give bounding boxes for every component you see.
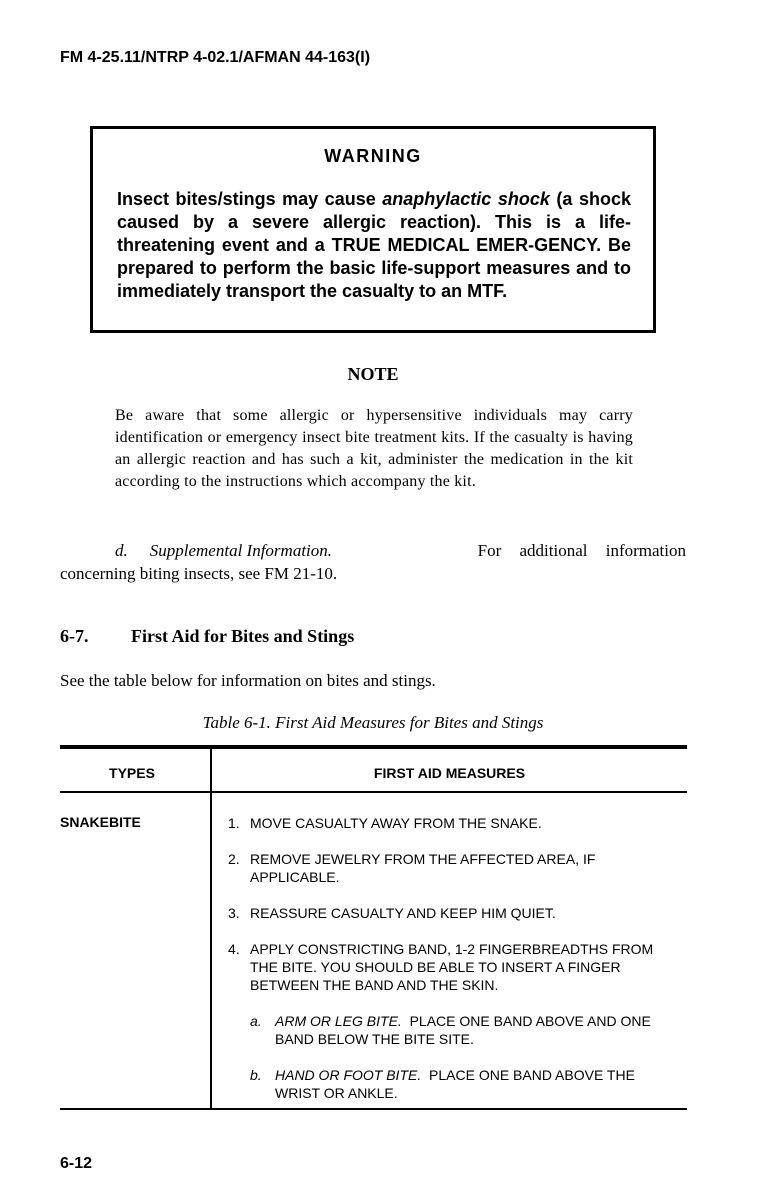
table-column-divider bbox=[210, 749, 212, 1109]
section-heading bbox=[60, 626, 354, 647]
step-text: REASSURE CASUALTY AND KEEP HIM QUIET. bbox=[250, 905, 556, 921]
running-header: FM 4-25.11/NTRP 4-02.1/AFMAN 44-163(I) bbox=[60, 49, 371, 66]
supplemental-line2: concerning biting insects, see FM 21-10. bbox=[60, 564, 338, 583]
supplemental-heading: Supplemental Information. bbox=[149, 541, 333, 560]
step-text: REMOVE JEWELRY FROM THE AFFECTED AREA, IF APPLICABLE. bbox=[250, 851, 596, 885]
supplemental-letter: d. bbox=[115, 541, 128, 560]
measure-step bbox=[228, 850, 678, 886]
substep-letter: a. bbox=[250, 1013, 262, 1029]
measure-substep bbox=[250, 1066, 678, 1102]
measure-substep bbox=[250, 1012, 678, 1048]
measure-step bbox=[228, 940, 678, 994]
step-number: 4. bbox=[228, 941, 240, 957]
measure-step bbox=[228, 904, 678, 922]
warning-text-before: Insect bites/stings may cause bbox=[117, 189, 383, 209]
substep-lead: ARM OR LEG BITE. bbox=[275, 1013, 402, 1029]
page-number: 6-12 bbox=[60, 1155, 93, 1172]
step-text: MOVE CASUALTY AWAY FROM THE SNAKE. bbox=[250, 815, 542, 831]
table-header-measures: FIRST AID MEASURES bbox=[373, 765, 526, 781]
section-intro: See the table below for information on bites and stings. bbox=[60, 671, 436, 690]
step-number: 3. bbox=[228, 905, 240, 921]
table-bottom-rule bbox=[60, 1108, 687, 1110]
table-cell-measures bbox=[228, 814, 678, 1120]
substep-text bbox=[275, 1012, 678, 1048]
section-number: 6-7. bbox=[60, 626, 89, 646]
substep-text bbox=[275, 1066, 678, 1102]
step-number: 2. bbox=[228, 851, 240, 867]
substep-lead: HAND OR FOOT BITE. bbox=[275, 1067, 422, 1083]
note-text: Be aware that some allergic or hypersensitive individuals may carry identification or emergency insect bite treatment kits. If the casualty is having an allergic reaction and has such a kit, administer the medication in the kit according to the instructions which accompany the kit. bbox=[115, 407, 633, 490]
note-title: NOTE bbox=[347, 364, 399, 384]
supplemental-line1: For additional information bbox=[477, 541, 686, 560]
warning-text bbox=[117, 188, 631, 303]
warning-text-after: (a shock caused by a severe allergic reaction). This is a life-threatening event and a TRUE MEDICAL EMER-GENCY. Be prepared to perform the basic life-support measures and to immediately transport the casualty to an MTF. bbox=[117, 189, 631, 301]
table-top-rule bbox=[60, 745, 687, 749]
warning-emphasis: anaphylactic shock bbox=[382, 189, 550, 209]
table-caption: Table 6-1. First Aid Measures for Bites and Stings bbox=[202, 713, 544, 732]
step-number: 1. bbox=[228, 815, 240, 831]
measure-step bbox=[228, 814, 678, 832]
step-text: APPLY CONSTRICTING BAND, 1-2 FINGERBREADTHS FROM THE BITE. YOU SHOULD BE ABLE TO INSERT A FINGER BETWEEN THE BAND AND THE SKIN. bbox=[250, 941, 654, 993]
substep-body: PLACE ONE BAND ABOVE AND ONE BAND BELOW THE BITE SITE. bbox=[275, 1013, 655, 1047]
warning-title: WARNING bbox=[324, 146, 422, 166]
table-cell-type: SNAKEBITE bbox=[60, 814, 141, 830]
substep-letter: b. bbox=[250, 1067, 262, 1083]
warning-box bbox=[90, 126, 656, 333]
table-header-types: TYPES bbox=[109, 765, 155, 781]
substep-body: PLACE ONE BAND ABOVE THE WRIST OR ANKLE. bbox=[275, 1067, 639, 1101]
table-header-rule bbox=[60, 791, 687, 793]
supplemental-paragraph bbox=[60, 539, 686, 585]
section-title: First Aid for Bites and Stings bbox=[131, 626, 355, 646]
